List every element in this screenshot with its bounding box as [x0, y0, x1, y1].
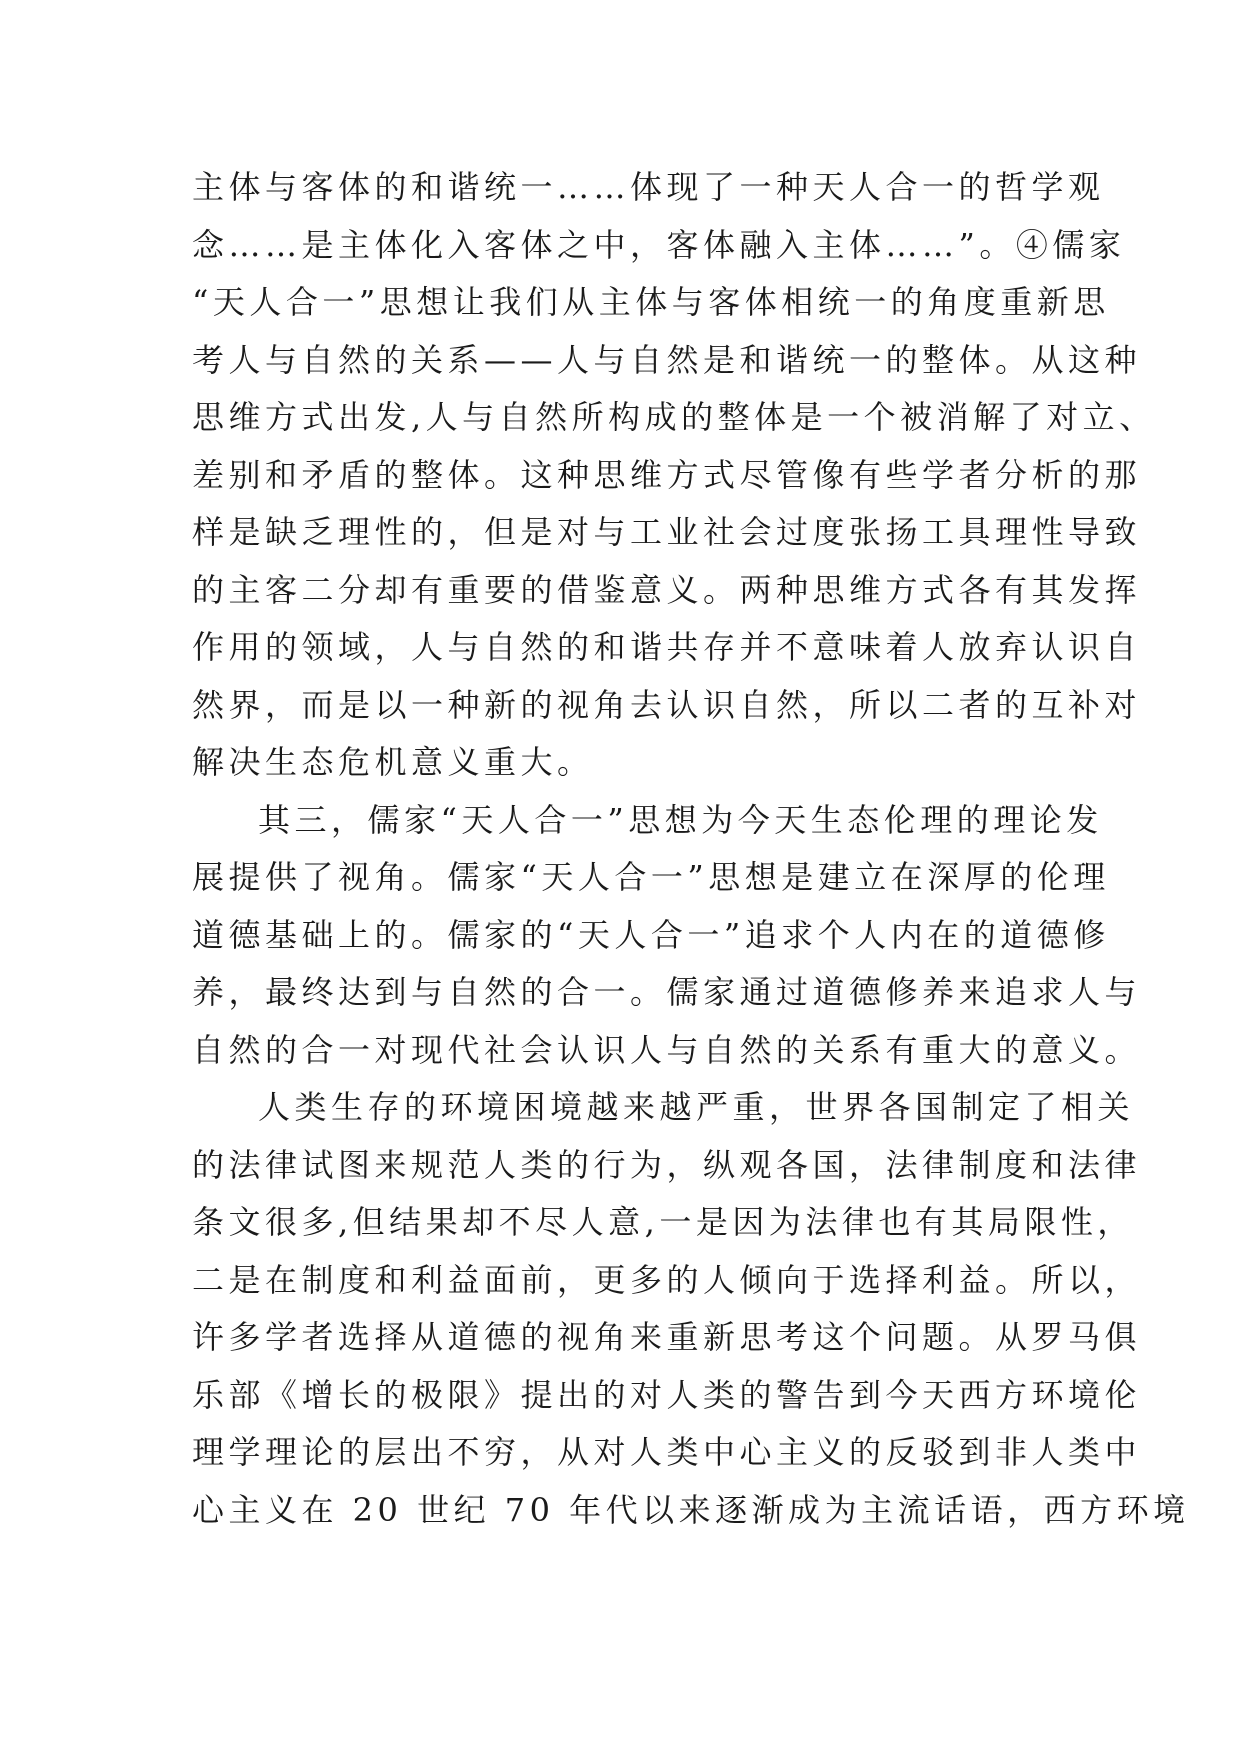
paragraph-start-line: 人类生存的环境困境越来越严重，世界各国制定了相关: [258, 1088, 1135, 1126]
text-line: 条文很多,但结果却不尽人意,一是因为法律也有其局限性，: [192, 1203, 1134, 1241]
text-line: 养，最终达到与自然的合一。儒家通过道德修养来追求人与: [192, 973, 1142, 1011]
body-text: [192, 159, 1190, 1539]
paragraph-start-line: 其三，儒家“天人合一”思想为今天生态伦理的理论发: [258, 800, 1103, 839]
text-line: 理学理论的层出不穷，从对人类中心主义的反驳到非人类中: [192, 1433, 1142, 1471]
text-line: 解决生态危机意义重大。: [192, 743, 594, 781]
text-line: “天人合一”思想让我们从主体与客体相统一的角度重新思: [192, 283, 1110, 321]
text-line: 许多学者选择从道德的视角来重新思考这个问题。从罗马俱: [192, 1318, 1142, 1356]
text-line: 展提供了视角。儒家“天人合一”思想是建立在深厚的伦理: [192, 858, 1110, 896]
text-line: 思维方式出发,人与自然所构成的整体是一个被消解了对立、: [192, 398, 1156, 436]
text-line: 自然的合一对现代社会认识人与自然的关系有重大的意义。: [192, 1030, 1142, 1069]
text-line: 的主客二分却有重要的借鉴意义。两种思维方式各有其发挥: [192, 570, 1142, 609]
text-line: 作用的领域，人与自然的和谐共存并不意味着人放弃认识自: [192, 628, 1142, 666]
text-line: 然界，而是以一种新的视角去认识自然，所以二者的互补对: [192, 685, 1142, 724]
text-line: 道德基础上的。儒家的“天人合一”追求个人内在的道德修: [192, 915, 1110, 954]
text-line: 二是在制度和利益面前，更多的人倾向于选择利益。所以，: [192, 1260, 1142, 1299]
text-line: 的法律试图来规范人类的行为，纵观各国，法律制度和法律: [192, 1145, 1142, 1184]
text-line: 心主义在 20 世纪 70 年代以来逐渐成为主流话语，西方环境: [192, 1490, 1190, 1529]
text-line: 乐部《增长的极限》提出的对人类的警告到今天西方环境伦: [192, 1375, 1142, 1414]
text-line: 考人与自然的关系——人与自然是和谐统一的整体。从这种: [192, 340, 1142, 379]
text-line: 样是缺乏理性的，但是对与工业社会过度张扬工具理性导致: [192, 513, 1142, 551]
text-line: 差别和矛盾的整体。这种思维方式尽管像有些学者分析的那: [192, 455, 1142, 494]
text-line: 主体与客体的和谐统一……体现了一种天人合一的哲学观: [192, 168, 1105, 206]
text-line: 念……是主体化入客体之中，客体融入主体……”。④儒家: [192, 225, 1126, 264]
